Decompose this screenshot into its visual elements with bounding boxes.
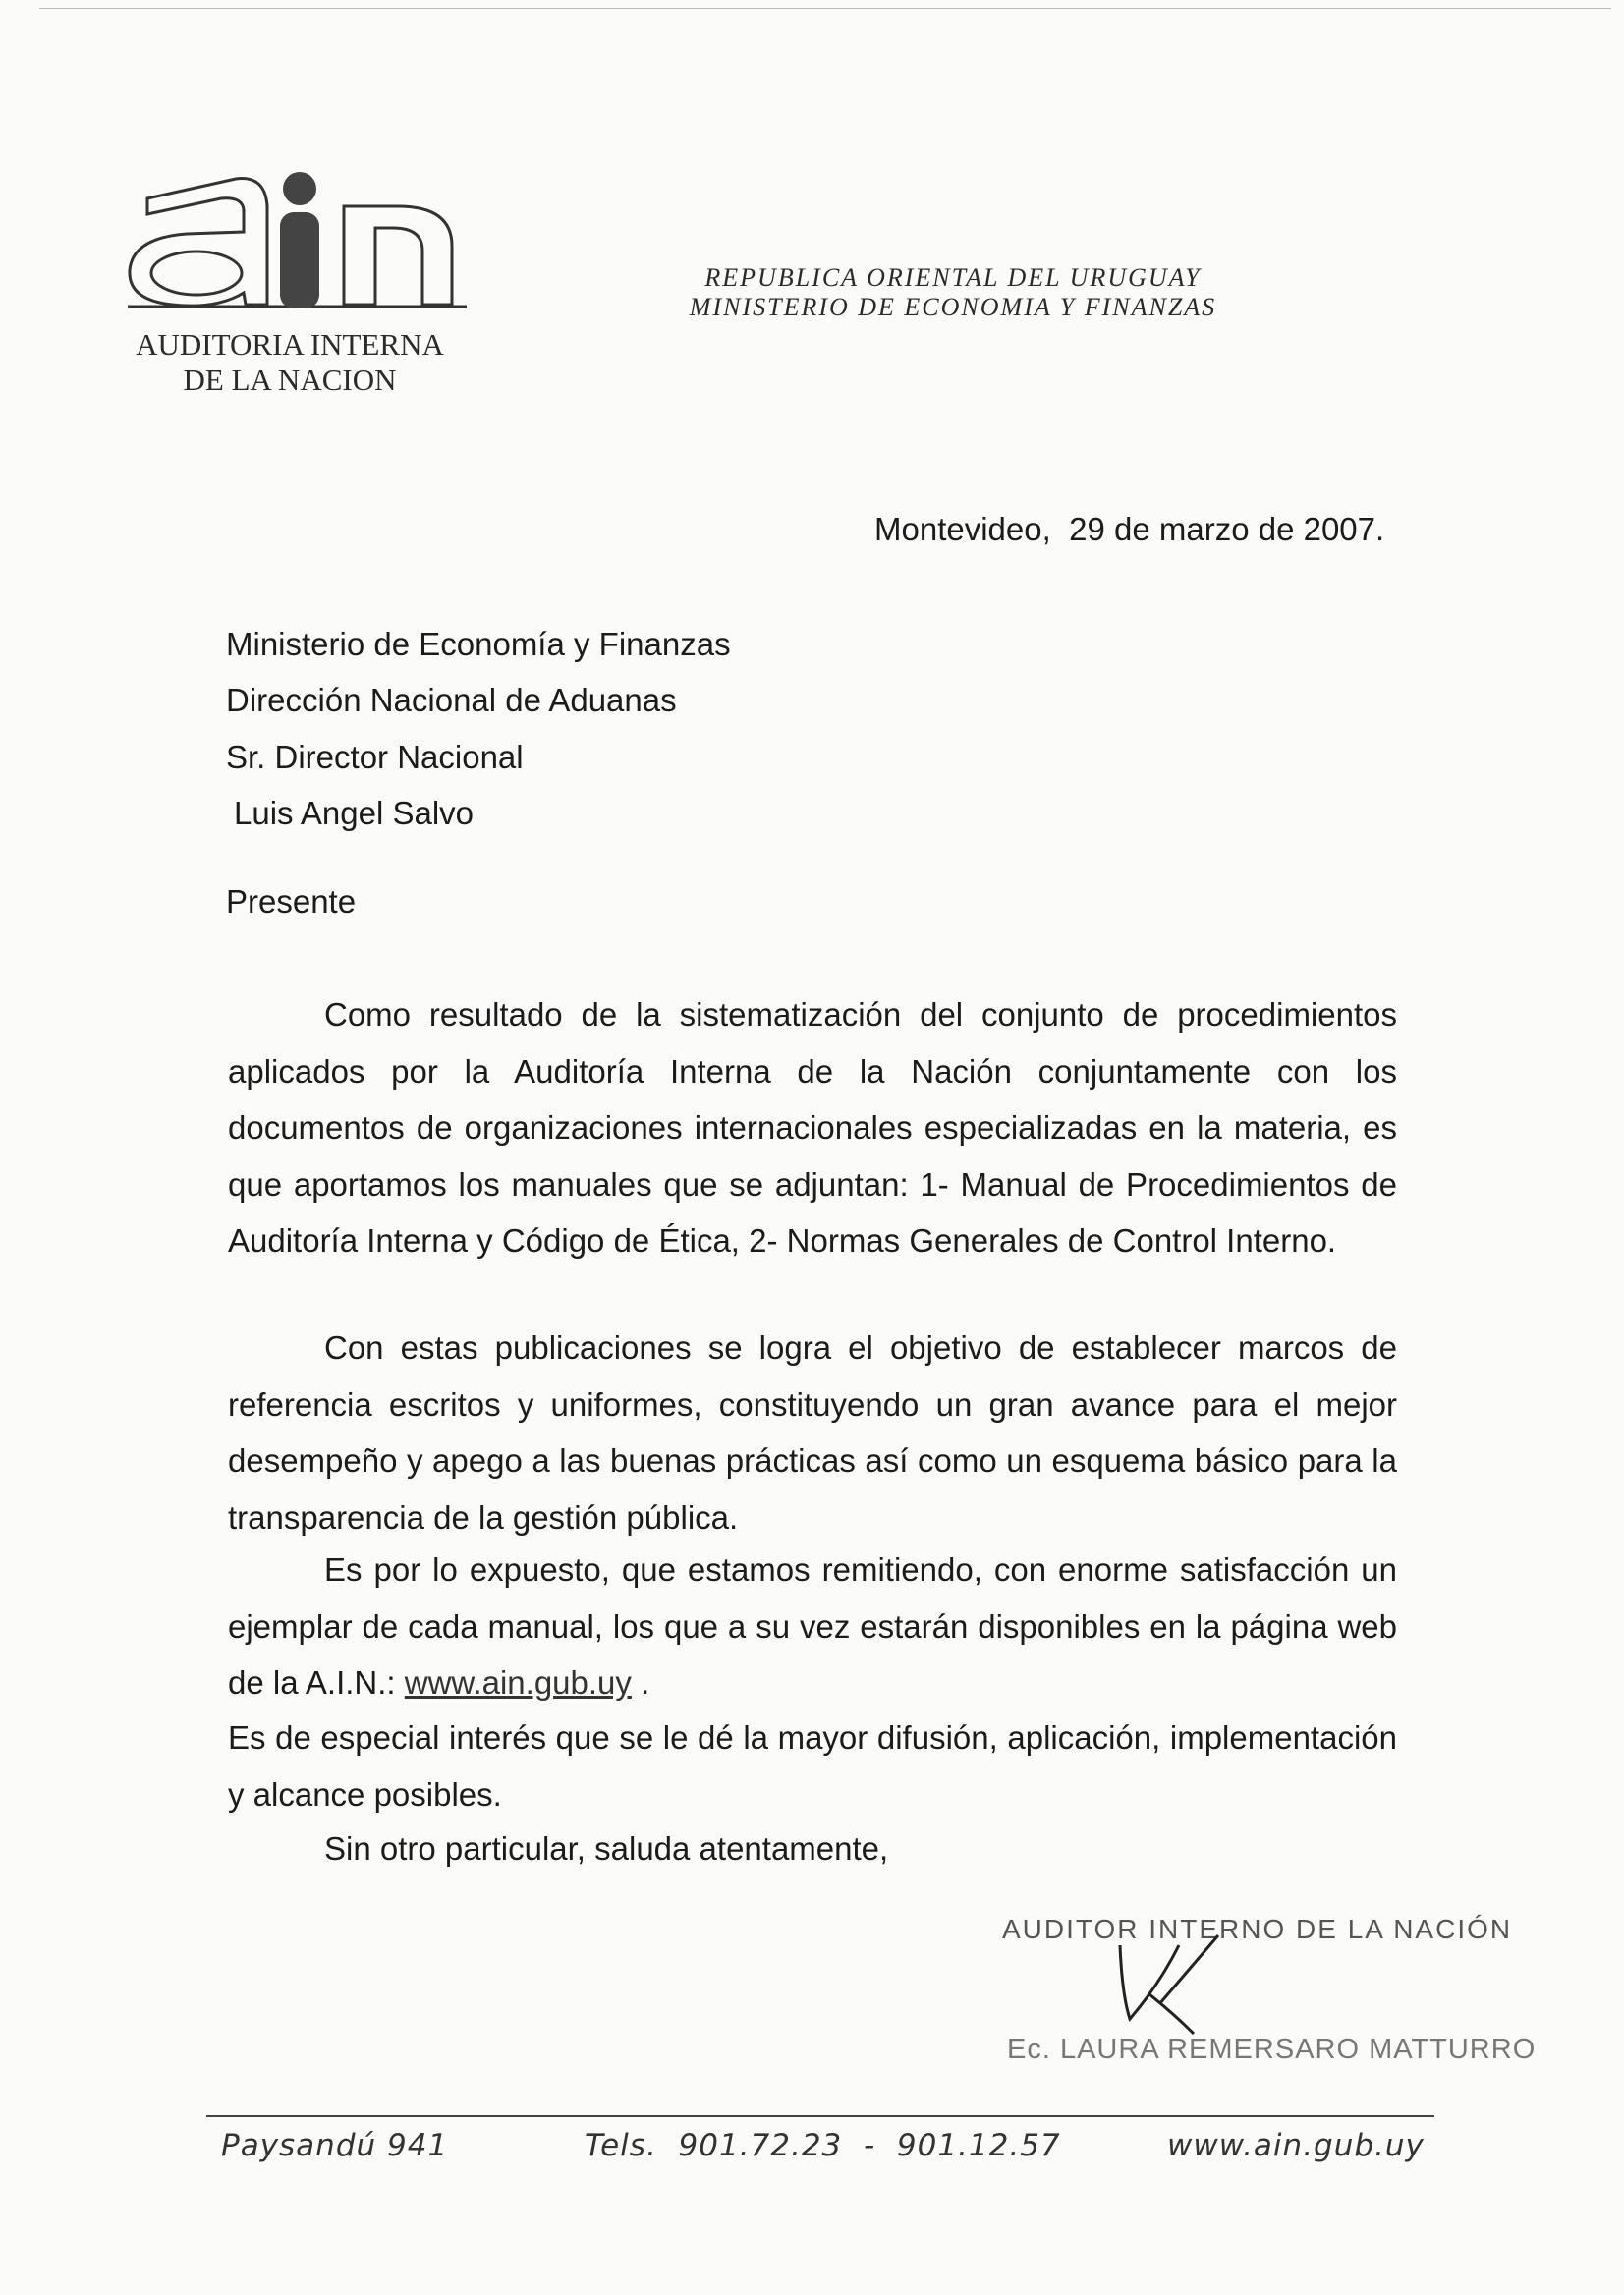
website-link[interactable]: www.ain.gub.uy <box>404 1664 632 1701</box>
header-line2: MINISTERIO DE ECONOMIA Y FINANZAS <box>689 293 1217 321</box>
body-paragraph-3-end: . <box>631 1664 650 1701</box>
footer-address: Paysandú 941 <box>221 2128 449 2163</box>
footer-phones: Tels. 901.72.23 - 901.12.57 <box>585 2128 1061 2163</box>
closing-line: Sin otro particular, saluda atentamente, <box>324 1830 889 1867</box>
recipient-line2: Dirección Nacional de Aduanas <box>226 682 677 718</box>
body-paragraph-3-text: Es por lo expuesto, que estamos remitiendo, con enorme satisfacción un ejemplar de cada manual, los que a su vez estarán disponibles en la página web de la A.I.N.: <box>228 1551 1397 1701</box>
letter-date: Montevideo, 29 de marzo de 2007. <box>874 511 1385 547</box>
logo-caption-line2: DE LA NACION <box>183 363 397 397</box>
body-paragraph-4: Es de especial interés que se le dé la mayor difusión, aplicación, implementación y alcance posibles. <box>228 1719 1397 1813</box>
recipient-line3: Sr. Director Nacional <box>226 739 524 775</box>
header-line1: REPUBLICA ORIENTAL DEL URUGUAY <box>704 263 1202 292</box>
page-top-edge <box>39 8 1611 9</box>
footer-divider <box>206 2115 1434 2117</box>
government-header <box>688 263 1218 322</box>
recipient-line1: Ministerio de Economía y Finanzas <box>226 626 731 662</box>
body-paragraph-2: Con estas publicaciones se logra el objetivo de establecer marcos de referencia escritos y uniformes, constituyendo un gran avance para el mejor desempeño y apego a las buenas prácticas así como un esquema básico para la transparencia de la gestión pública. <box>228 1329 1397 1536</box>
handwritten-signature <box>1100 1926 1248 2043</box>
greeting: Presente <box>226 883 357 920</box>
body-paragraph-3 <box>228 1541 1397 1711</box>
body-paragraph-1: Como resultado de la sistematización del conjunto de procedimientos aplicados por la Auditoría Interna de la Nación conjuntamente con los documentos de organizaciones internacionales especializadas en la materia, es que aportamos los manuales que se adjuntan: 1- Manual de Procedimientos de Auditoría Interna y Código de Ética, 2- Normas Generales de Control Interno. <box>228 996 1397 1259</box>
footer-website[interactable]: www.ain.gub.uy <box>1167 2128 1425 2163</box>
ain-logo-mark <box>118 167 481 324</box>
signature-title: AUDITOR INTERNO DE LA NACIÓN <box>1002 1914 1513 1944</box>
logo-caption-line1: AUDITORIA INTERNA <box>136 327 444 362</box>
logo-caption <box>123 327 457 398</box>
recipient-line4: Luis Angel Salvo <box>234 795 475 831</box>
signature-name: Ec. LAURA REMERSARO MATTURRO <box>1007 2034 1537 2065</box>
